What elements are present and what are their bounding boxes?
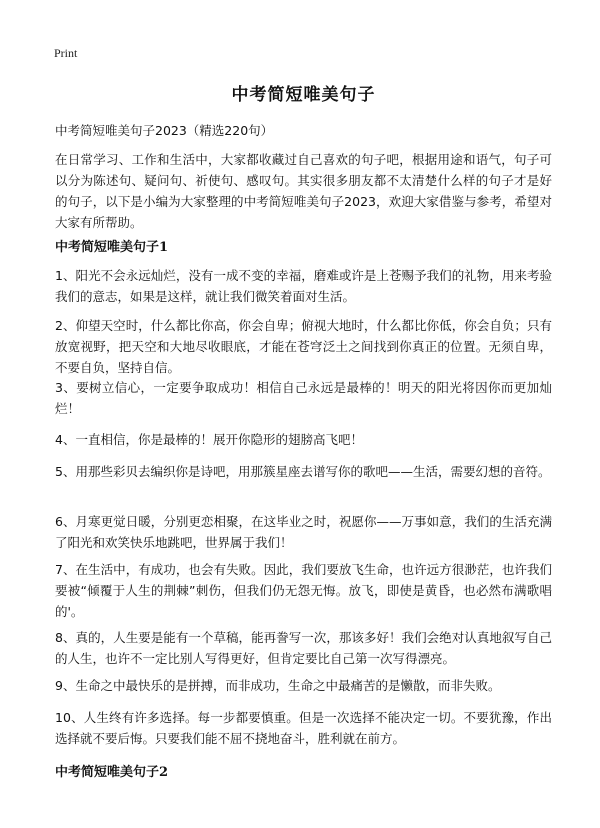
article-subtitle: 中考简短唯美句子2023（精选220句） [55, 123, 274, 138]
sentence-paragraph: 5、用那些彩贝去编织你是诗吧，用那簇星座去谱写你的歌吧——生活，需要幻想的音符。 [55, 464, 551, 479]
sentence-paragraph: 9、生命之中最快乐的是拼搏，而非成功，生命之中最痛苦的是懒散，而非失败。 [55, 678, 501, 693]
sentence-paragraph: 2、仰望天空时，什么都比你高，你会自卑；俯视大地时，什么都比你低，你会自负；只有放宽视野，把天空和大地尽收眼底，才能在苍穹泛土之间找到你真正的位置。无须自卑，不要自负，坚持自信。 [55, 318, 552, 375]
sentence-paragraph: 7、在生活中，有成功，也会有失败。因此，我们要放飞生命，也许远方很渺茫，也许我们要被“倾覆于人生的荆棘”刺伤，但我们仍无怨无悔。放飞，即使是黄昏，也必然布满歌唱的'。 [55, 562, 552, 619]
sentence-paragraph: 4、一直相信，你是最棒的！展开你隐形的翅膀高飞吧！ [55, 432, 363, 447]
print-link[interactable]: Print [54, 46, 78, 60]
section-heading-1: 中考简短唯美句子1 [55, 240, 169, 255]
page-title: 中考简短唯美句子 [231, 85, 376, 105]
section-heading-2: 中考简短唯美句子2 [55, 765, 169, 780]
sentence-paragraph: 10、人生终有许多选择。每一步都要慎重。但是一次选择不能决定一切。不要犹豫，作出选择就不要后悔。只要我们能不屈不挠地奋斗，胜利就在前方。 [55, 710, 552, 746]
sentence-paragraph: 3、要树立信心，一定要争取成功！相信自己永远是最棒的！明天的阳光将因你而更加灿烂！ [55, 380, 552, 416]
intro-paragraph: 在日常学习、工作和生活中，大家都收藏过自己喜欢的句子吧，根据用途和语气，句子可以分为陈述句、疑问句、祈使句、感叹句。其实很多朋友都不太清楚什么样的句子才是好的句子，以下是小编为大家整理的中考简短唯美句子2023，欢迎大家借鉴与参考，希望对大家有所帮助。 [55, 152, 552, 230]
sentence-paragraph: 1、阳光不会永远灿烂，没有一成不变的幸福，磨难或许是上苍赐予我们的礼物，用来考验我们的意志，如果是这样，就让我们微笑着面对生活。 [55, 268, 552, 304]
sentence-paragraph: 8、真的，人生要是能有一个草稿，能再誊写一次，那该多好！我们会绝对认真地叙写自己的人生，也许不一定比别人写得更好，但肯定要比自己第一次写得漂亮。 [55, 630, 552, 666]
sentence-paragraph: 6、月寒更觉日暖，分别更恋相聚，在这毕业之时，祝愿你——万事如意，我们的生活充满了阳光和欢笑快乐地跳吧，世界属于我们！ [55, 514, 552, 550]
